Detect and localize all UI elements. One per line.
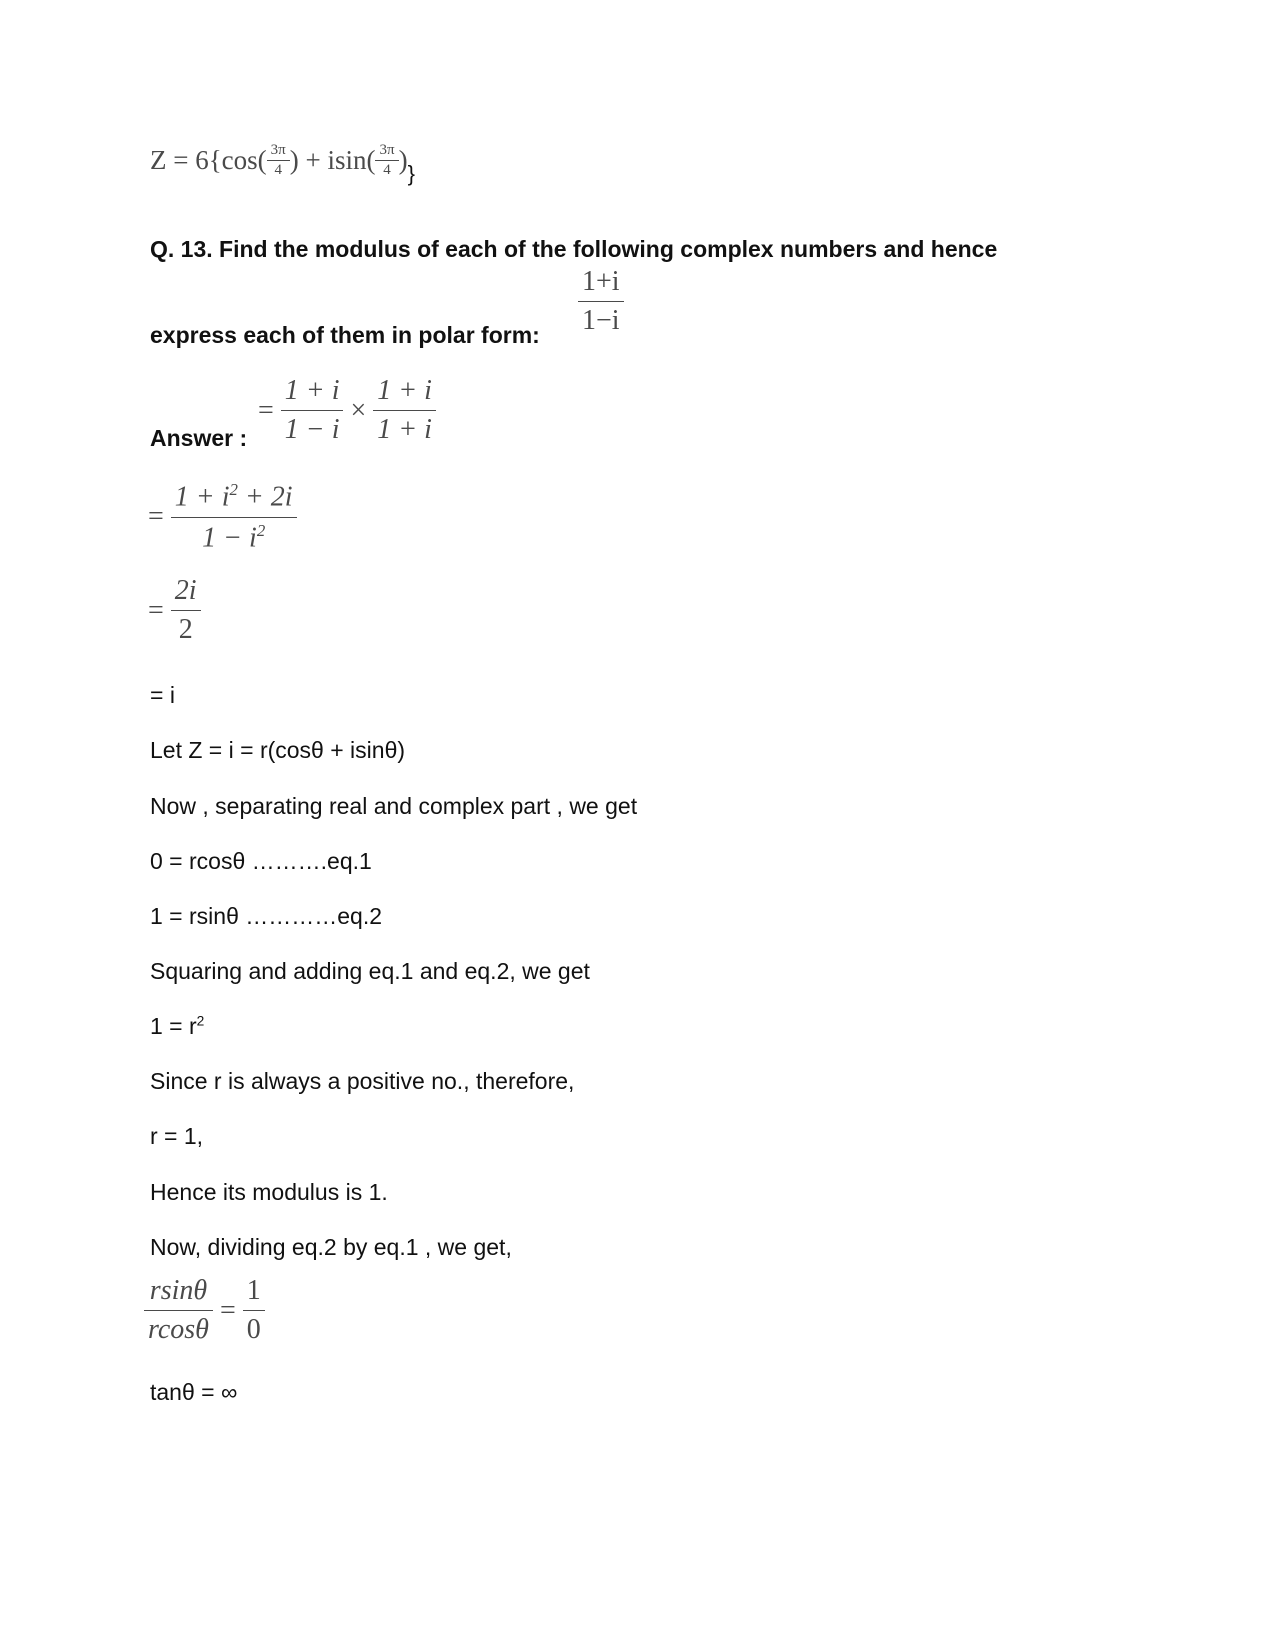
answer-expression: = $\frac{1 + i}{1 - i}$ × $\frac{1 + i}{1 + i}$: [258, 375, 436, 446]
answer-label: Answer :: [150, 425, 248, 451]
squaring-line: Squaring and adding eq.1 and eq.2, we get: [150, 958, 590, 984]
equation-1: 0 = rcosθ ……….eq.1: [150, 848, 372, 874]
step-expand-fraction: = $\frac{1 + i^2 + 2i}{1 - i^2}$: [148, 480, 297, 554]
question-heading: Q. 13. Find the modulus of each of the following complex numbers and hence: [150, 236, 998, 262]
question-subheading: express each of them in polar form:: [150, 322, 540, 348]
polar-form-expression: Z = 6{cos( $\frac{3\pi}{4}$ ) + isin( $\frac{3\pi}{4}$ )}: [150, 142, 415, 186]
modulus-line: Hence its modulus is 1.: [150, 1179, 388, 1205]
r-equals-one: r = 1,: [150, 1123, 204, 1149]
equation-2: 1 = rsinθ …………eq.2: [150, 903, 383, 929]
since-line: Since r is always a positive no., therefore,: [150, 1068, 575, 1094]
fraction-3pi-4-b: $\frac{3\pi}{4}$: [375, 142, 398, 180]
tan-line: tanθ = ∞: [150, 1379, 238, 1405]
separating-line: Now , separating real and complex part , we get: [150, 793, 638, 819]
r-squared-line: $1 = r^2$: [150, 1013, 205, 1039]
question-fraction: $\frac{1+i}{1-i}$: [578, 266, 624, 337]
step-2i-over-2: = $\frac{2i}{2}$: [148, 575, 201, 646]
dividing-line: Now, dividing eq.2 by eq.1 , we get,: [150, 1234, 512, 1260]
fraction-3pi-4: $\frac{3\pi}{4}$: [267, 142, 290, 180]
ratio-expression: $\frac{rsin\theta}{rcos\theta}$ = $\frac{1}{0}$: [144, 1275, 265, 1346]
result-equals-i: = i: [150, 682, 175, 708]
let-z-line: Let Z = i = r(cosθ + isinθ): [150, 737, 406, 763]
